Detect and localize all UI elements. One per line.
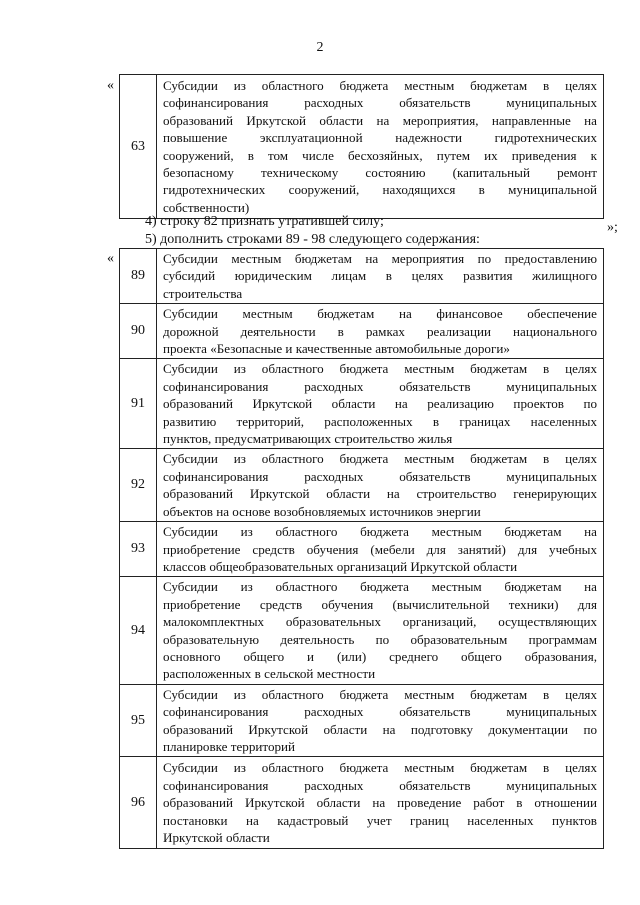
row-description xyxy=(157,522,604,577)
table-row xyxy=(120,249,604,304)
description-line: повышение эксплуатационной надежности гидротехнических xyxy=(163,130,597,146)
description-line: приобретение средств обучения (вычислительной техники) для xyxy=(163,596,597,612)
table-row xyxy=(120,757,604,849)
description-line: основного общего и (или) среднего общего образования, xyxy=(163,648,597,664)
row-number: 93 xyxy=(120,522,157,577)
description-line: постановки на кадастровый учет границ населенных пунктов xyxy=(163,812,597,828)
description-line: пунктов, предусматривающих строительство жилья xyxy=(163,431,453,447)
table-row xyxy=(120,75,604,219)
description-line: Субсидии из областного бюджета местным бюджетам в целях xyxy=(163,686,597,702)
description-line: софинансирования расходных обязательств муниципальных xyxy=(163,95,597,111)
row-number: 96 xyxy=(120,757,157,849)
description-line: софинансирования расходных обязательств муниципальных xyxy=(163,777,597,793)
description-line: Субсидии местным бюджетам на финансовое обеспечение xyxy=(163,306,597,322)
row-number: 90 xyxy=(120,304,157,359)
description-line: софинансирования расходных обязательств муниципальных xyxy=(163,468,597,484)
row-number: 94 xyxy=(120,577,157,684)
description-line: софинансирования расходных обязательств муниципальных xyxy=(163,704,597,720)
description-line: гидротехнических сооружений, находящихся в муниципальной xyxy=(163,182,597,198)
description-line: расположенных в сельской местности xyxy=(163,666,376,682)
row-number: 89 xyxy=(120,249,157,304)
row-number: 92 xyxy=(120,449,157,522)
description-line: Иркутской области xyxy=(163,829,270,845)
table-rows-89-96 xyxy=(119,248,604,849)
paragraph-item-4: 4) строку 82 признать утратившей силу; xyxy=(145,214,384,229)
description-line: строительства xyxy=(163,285,243,301)
closing-quote-semicolon: »; xyxy=(607,220,618,235)
row-number: 95 xyxy=(120,684,157,757)
description-line: приобретение средств обучения (мебели для занятий) для учебных xyxy=(163,541,597,557)
description-line: образований Иркутской области на реализацию проектов по xyxy=(163,396,597,412)
description-line: субсидий юридическим лицам в целях развития жилищного xyxy=(163,268,597,284)
description-line: Субсидии из областного бюджета местным бюджетам в целях xyxy=(163,760,597,776)
quote-open-1: « xyxy=(107,78,114,93)
description-line: Субсидии из областного бюджета местным бюджетам на xyxy=(163,579,597,595)
row-description xyxy=(157,577,604,684)
table-rows-63 xyxy=(119,74,604,219)
table-row xyxy=(120,522,604,577)
description-line: планировке территорий xyxy=(163,738,296,754)
description-line: Субсидии из областного бюджета местным бюджетам на xyxy=(163,524,597,540)
row-number: 63 xyxy=(120,75,157,219)
paragraph-item-5: 5) дополнить строками 89 - 98 следующего содержания: xyxy=(145,232,480,247)
row-description xyxy=(157,249,604,304)
description-line: собственности) xyxy=(163,199,250,215)
description-line: дорожной деятельности в рамках реализации национального xyxy=(163,323,597,339)
row-description xyxy=(157,75,604,219)
description-line: образований Иркутской области на проведение работ в отношении xyxy=(163,795,597,811)
row-number: 91 xyxy=(120,359,157,449)
table-row xyxy=(120,684,604,757)
description-line: софинансирования расходных обязательств муниципальных xyxy=(163,378,597,394)
description-line: малокомплектных образовательных организаций, осуществляющих xyxy=(163,614,597,630)
row-description xyxy=(157,304,604,359)
description-line: Субсидии из областного бюджета местным бюджетам в целях xyxy=(163,361,597,377)
row-description xyxy=(157,359,604,449)
description-line: проекта «Безопасные и качественные автомобильные дороги» xyxy=(163,341,510,357)
page-number: 2 xyxy=(316,40,324,55)
description-line: образований Иркутской области на мероприятия, направленные на xyxy=(163,112,597,128)
description-line: Субсидии из областного бюджета местным бюджетам в целях xyxy=(163,77,597,93)
table-row xyxy=(120,304,604,359)
quote-open-2: « xyxy=(107,251,114,266)
description-line: образовательную деятельность по образовательным программам xyxy=(163,631,597,647)
description-line: Субсидии из областного бюджета местным бюджетам в целях xyxy=(163,451,597,467)
table-row xyxy=(120,577,604,684)
table-row xyxy=(120,449,604,522)
description-line: образований Иркутской области на подготовку документации по xyxy=(163,721,597,737)
row-description xyxy=(157,757,604,849)
description-line: развитию территорий, расположенных в границах населенных xyxy=(163,413,597,429)
row-description xyxy=(157,684,604,757)
description-line: классов общеобразовательных организаций Иркутской области xyxy=(163,558,518,574)
description-line: безопасному техническому состоянию (капитальный ремонт xyxy=(163,164,597,180)
description-line: объектов на основе возобновляемых источников энергии xyxy=(163,503,481,519)
row-description xyxy=(157,449,604,522)
description-line: образований Иркутской области на строительство генерирующих xyxy=(163,486,597,502)
table-row xyxy=(120,359,604,449)
description-line: Субсидии местным бюджетам на мероприятия по предоставлению xyxy=(163,251,597,266)
description-line: сооружений, в том числе бесхозяйных, путем их приведения к xyxy=(163,147,597,163)
